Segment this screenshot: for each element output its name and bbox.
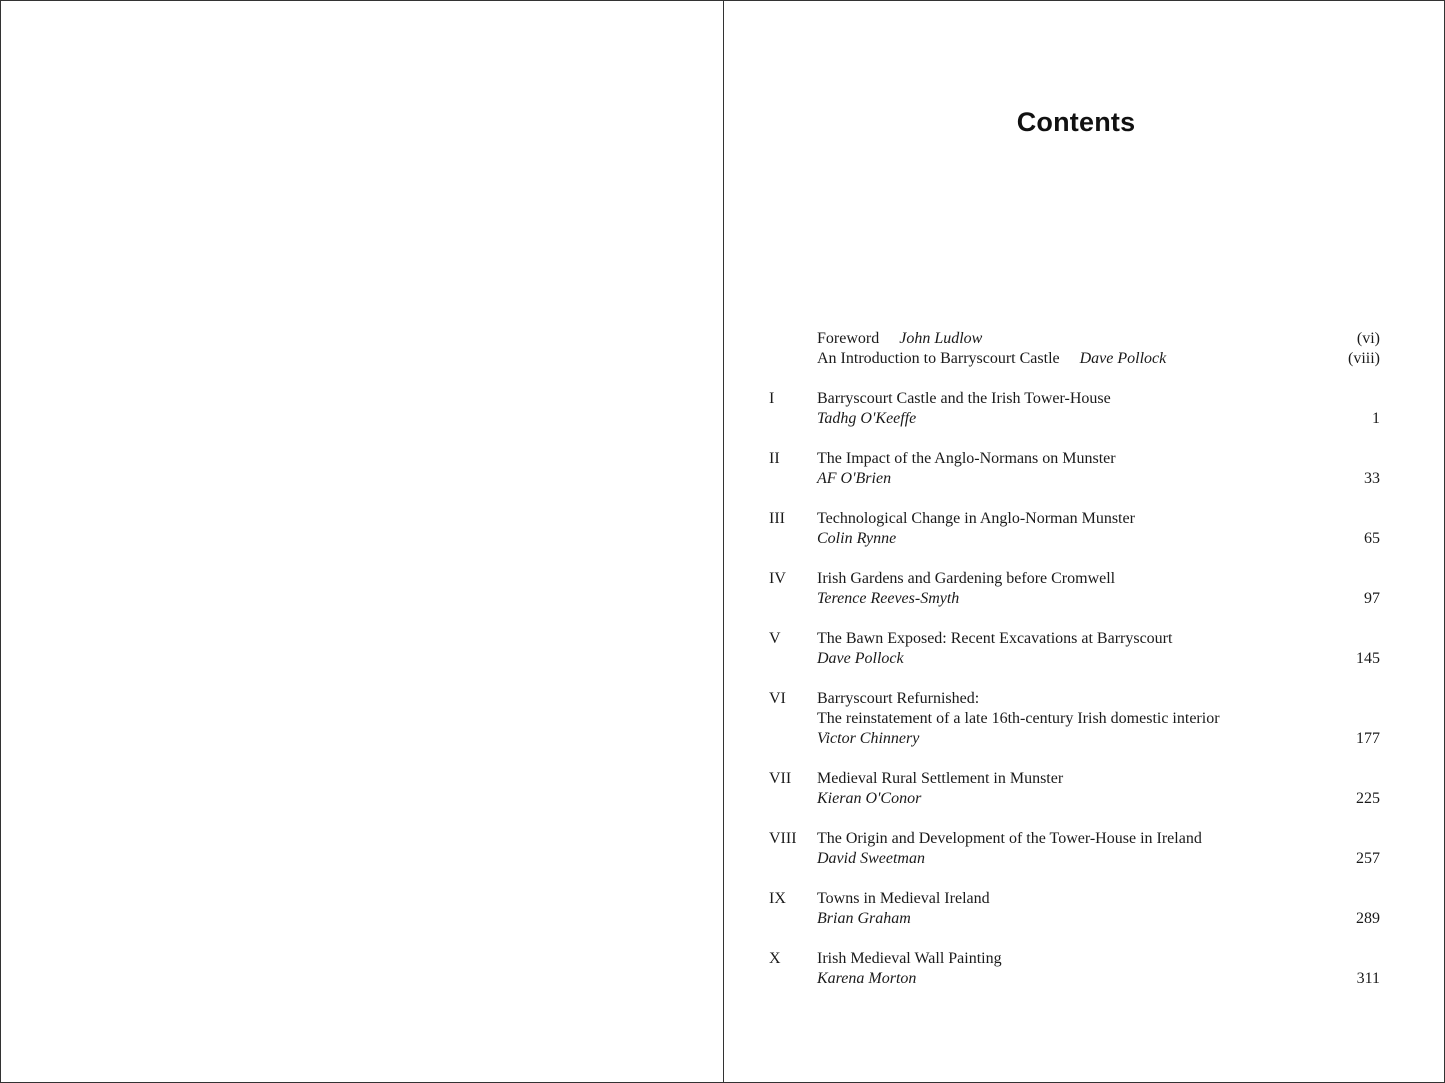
chapter-author: Dave Pollock: [817, 650, 904, 667]
entry-page: (vi): [1356, 330, 1380, 347]
chapter-subtitle: The reinstatement of a late 16th-century Irish domestic interior: [817, 710, 1220, 727]
chapter-title: The Bawn Exposed: Recent Excavations at Barryscourt: [817, 630, 1173, 647]
chapter-page: 289: [1356, 910, 1380, 927]
chapter-number: IV: [769, 570, 786, 587]
chapter-author: David Sweetman: [817, 850, 925, 867]
chapter-title: The Origin and Development of the Tower-House in Ireland: [817, 830, 1202, 847]
chapter-title: Irish Gardens and Gardening before Cromwell: [817, 570, 1116, 587]
right-page-contents: [724, 1, 1444, 1082]
entry-title: Foreword: [817, 330, 880, 347]
chapter-number: III: [769, 510, 785, 527]
chapter-page: 257: [1356, 850, 1380, 867]
entry-author: John Ludlow: [899, 330, 983, 347]
left-page-blank: [1, 1, 724, 1082]
chapter-author: Kieran O'Conor: [817, 790, 922, 807]
chapter-author: Colin Rynne: [817, 530, 897, 547]
chapter-page: 311: [1356, 970, 1380, 987]
chapter-number: I: [769, 390, 775, 407]
chapter-author: Brian Graham: [817, 910, 911, 927]
chapter-page: 177: [1356, 730, 1380, 747]
chapter-author: Terence Reeves-Smyth: [817, 590, 960, 607]
chapter-author: Victor Chinnery: [817, 730, 920, 747]
chapter-title: Towns in Medieval Ireland: [817, 890, 990, 907]
chapter-number: II: [769, 450, 780, 467]
chapter-page: 225: [1356, 790, 1380, 807]
chapter-page: 145: [1356, 650, 1380, 667]
chapter-page: 33: [1364, 470, 1380, 487]
entry-author: Dave Pollock: [1079, 350, 1167, 367]
chapter-number: VIII: [769, 830, 797, 847]
chapter-author: Tadhg O'Keeffe: [817, 410, 917, 427]
chapter-page: 65: [1364, 530, 1380, 547]
chapter-number: VII: [769, 770, 792, 787]
contents-heading: Contents: [1016, 107, 1136, 137]
chapter-number: V: [769, 630, 781, 647]
chapter-title: Technological Change in Anglo-Norman Munster: [817, 510, 1135, 527]
entry-page: (viii): [1348, 350, 1380, 367]
chapter-page: 97: [1364, 590, 1380, 607]
chapter-title: Irish Medieval Wall Painting: [817, 950, 1002, 967]
chapter-number: VI: [769, 690, 786, 707]
chapter-page: 1: [1372, 410, 1380, 427]
chapter-number: X: [769, 950, 781, 967]
chapter-title: The Impact of the Anglo-Normans on Munster: [817, 450, 1116, 467]
chapter-number: IX: [769, 890, 786, 907]
chapter-title: Barryscourt Castle and the Irish Tower-House: [817, 390, 1111, 407]
entry-title: An Introduction to Barryscourt Castle: [817, 350, 1060, 367]
chapter-title: Barryscourt Refurnished:: [817, 690, 980, 707]
chapter-author: AF O'Brien: [817, 470, 892, 487]
chapter-title: Medieval Rural Settlement in Munster: [817, 770, 1064, 787]
chapter-author: Karena Morton: [817, 970, 917, 987]
